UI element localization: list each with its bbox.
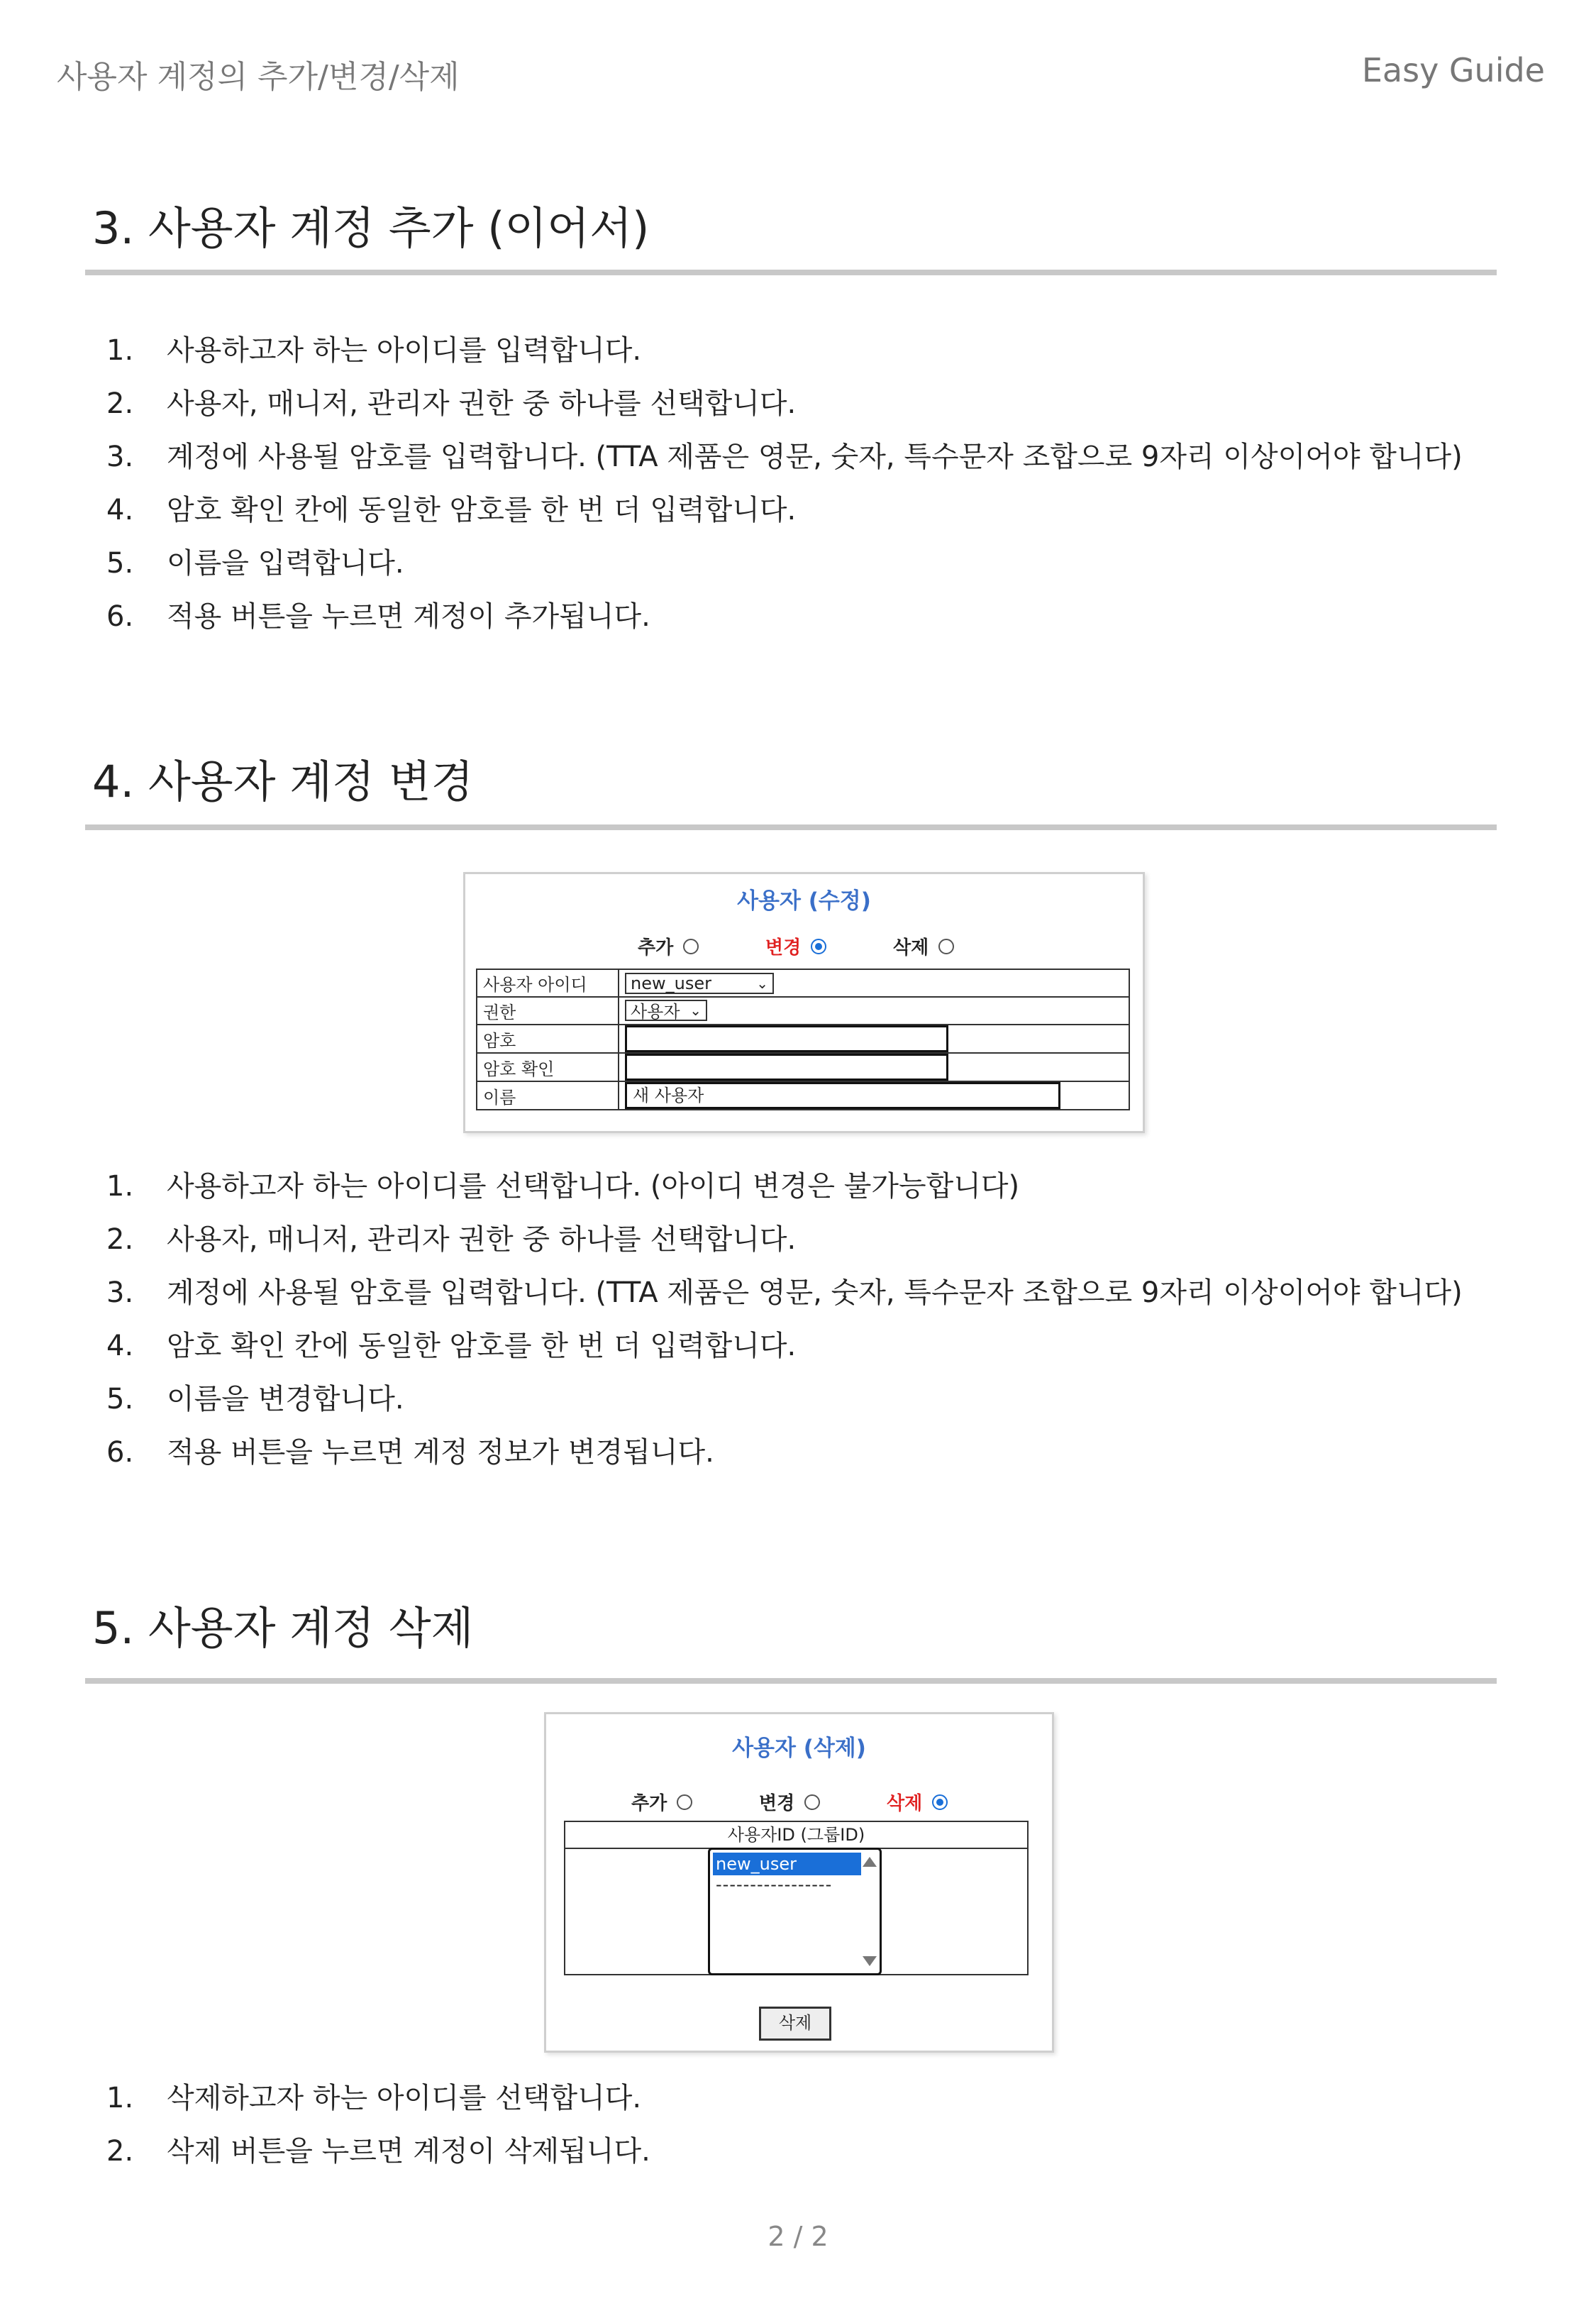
section-3-title: 3. 사용자 계정 추가 (이어서)	[92, 202, 650, 254]
document-header-brand: Easy Guide	[1361, 51, 1545, 89]
scroll-down-arrow-icon[interactable]	[863, 1956, 877, 1966]
mode-delete-option[interactable]	[893, 933, 954, 959]
step-text: 삭제하고자 하는 아이디를 선택합니다.	[167, 2082, 642, 2114]
role-label: 권한	[477, 997, 619, 1025]
mode-label: 삭제	[893, 937, 929, 959]
step-number: 5.	[106, 547, 134, 580]
name-label: 이름	[477, 1081, 619, 1110]
user-id-select[interactable]	[625, 973, 774, 994]
table-row	[477, 1081, 1129, 1110]
radio-button-selected[interactable]	[932, 1794, 948, 1810]
radio-button[interactable]	[938, 939, 954, 954]
user-id-label: 사용자 아이디	[477, 969, 619, 997]
step-item	[99, 1373, 1463, 1426]
step-text: 계정에 사용될 암호를 입력합니다. (TTA 제품은 영문, 숫자, 특수문자 조합으로 9자리 이상이어야 합니다)	[167, 1276, 1463, 1309]
step-number: 2.	[106, 2135, 134, 2168]
section-4-divider	[85, 824, 1497, 830]
section-4-title: 4. 사용자 계정 변경	[92, 756, 474, 807]
user-delete-form-screenshot	[544, 1712, 1054, 2053]
step-item	[99, 590, 1463, 644]
step-item	[99, 2125, 650, 2178]
list-item-separator: -----------------	[716, 1875, 833, 1894]
role-select-value: 사용자	[631, 1002, 680, 1022]
step-number: 6.	[106, 1436, 134, 1469]
step-item	[99, 1320, 1463, 1373]
list-item-selected[interactable]: new_user	[713, 1853, 861, 1875]
step-item	[99, 431, 1463, 484]
role-select[interactable]	[625, 1000, 707, 1021]
section-5-title: 5. 사용자 계정 삭제	[92, 1602, 474, 1654]
step-text: 이름을 변경합니다.	[167, 1383, 404, 1416]
mode-edit-option[interactable]	[759, 1789, 820, 1815]
chevron-down-icon: ⌄	[756, 974, 768, 992]
step-number: 3.	[106, 441, 134, 473]
section-3-steps	[99, 324, 1463, 644]
step-item	[99, 484, 1463, 537]
delete-button[interactable]: 삭제	[759, 2007, 831, 2041]
name-input[interactable]: 새 사용자	[625, 1082, 1060, 1109]
mode-add-option[interactable]	[638, 933, 699, 959]
mode-label: 추가	[631, 1793, 667, 1814]
mode-label: 변경	[759, 1793, 795, 1814]
section-4-steps	[99, 1160, 1463, 1479]
step-number: 1.	[106, 334, 134, 367]
radio-button[interactable]	[804, 1794, 820, 1810]
step-text: 적용 버튼을 누르면 계정이 추가됩니다.	[167, 600, 650, 633]
password-label: 암호	[477, 1025, 619, 1053]
user-edit-table	[476, 969, 1130, 1110]
table-row	[477, 1025, 1129, 1053]
chevron-down-icon: ⌄	[689, 1001, 702, 1019]
page-number: 2 / 2	[767, 2221, 829, 2252]
step-number: 5.	[106, 1383, 134, 1416]
step-text: 사용자, 매니저, 관리자 권한 중 하나를 선택합니다.	[167, 387, 797, 420]
step-text: 암호 확인 칸에 동일한 암호를 한 번 더 입력합니다.	[167, 1330, 797, 1362]
step-text: 사용자, 매니저, 관리자 권한 중 하나를 선택합니다.	[167, 1223, 797, 1256]
step-text: 계정에 사용될 암호를 입력합니다. (TTA 제품은 영문, 숫자, 특수문자 조합으로 9자리 이상이어야 합니다)	[167, 441, 1463, 473]
step-item	[99, 1160, 1463, 1213]
step-item	[99, 1213, 1463, 1267]
scroll-up-arrow-icon[interactable]	[863, 1857, 877, 1867]
mode-label: 삭제	[887, 1793, 923, 1814]
table-row	[477, 997, 1129, 1025]
step-item	[99, 2072, 650, 2125]
step-number: 4.	[106, 1330, 134, 1362]
mode-label: 변경	[765, 937, 802, 959]
form-title: 사용자 (삭제)	[732, 1736, 866, 1761]
radio-button[interactable]	[677, 1794, 692, 1810]
section-5-divider	[85, 1678, 1497, 1684]
password-confirm-label: 암호 확인	[477, 1053, 619, 1081]
step-text: 사용하고자 하는 아이디를 입력합니다.	[167, 334, 642, 367]
step-item	[99, 324, 1463, 377]
step-number: 1.	[106, 1170, 134, 1203]
document-header-title: 사용자 계정의 추가/변경/삭제	[57, 59, 460, 95]
radio-button[interactable]	[683, 939, 699, 954]
step-number: 1.	[106, 2082, 134, 2114]
mode-add-option[interactable]	[631, 1789, 692, 1815]
step-text: 삭제 버튼을 누르면 계정이 삭제됩니다.	[167, 2135, 650, 2168]
mode-delete-option[interactable]	[887, 1789, 948, 1815]
role-cell	[619, 997, 1129, 1025]
password-confirm-input[interactable]	[625, 1054, 948, 1081]
step-number: 4.	[106, 494, 134, 526]
step-item	[99, 377, 1463, 431]
table-row	[477, 1053, 1129, 1081]
form-title: 사용자 (수정)	[737, 888, 871, 914]
step-item	[99, 1267, 1463, 1320]
password-input[interactable]	[625, 1025, 948, 1052]
step-text: 암호 확인 칸에 동일한 암호를 한 번 더 입력합니다.	[167, 494, 797, 526]
step-number: 6.	[106, 600, 134, 633]
mode-edit-option[interactable]	[765, 933, 826, 959]
step-text: 적용 버튼을 누르면 계정 정보가 변경됩니다.	[167, 1436, 714, 1469]
radio-button-selected[interactable]	[811, 939, 826, 954]
password-confirm-cell	[619, 1053, 1129, 1081]
list-header: 사용자ID (그룹ID)	[564, 1821, 1029, 1849]
mode-label: 추가	[638, 937, 674, 959]
step-text: 사용하고자 하는 아이디를 선택합니다. (아이디 변경은 불가능합니다)	[167, 1170, 1020, 1203]
step-number: 2.	[106, 387, 134, 420]
table-row	[477, 969, 1129, 997]
user-id-cell	[619, 969, 1129, 997]
step-text: 이름을 입력합니다.	[167, 547, 404, 580]
name-cell	[619, 1081, 1129, 1110]
section-3-divider	[85, 270, 1497, 275]
step-item	[99, 537, 1463, 590]
user-id-listbox[interactable]	[708, 1848, 882, 1975]
section-5-steps	[99, 2072, 650, 2178]
step-number: 3.	[106, 1276, 134, 1309]
user-edit-form-screenshot	[463, 872, 1145, 1133]
step-item	[99, 1426, 1463, 1479]
step-number: 2.	[106, 1223, 134, 1256]
password-cell	[619, 1025, 1129, 1053]
user-id-select-value: new_user	[631, 973, 711, 993]
